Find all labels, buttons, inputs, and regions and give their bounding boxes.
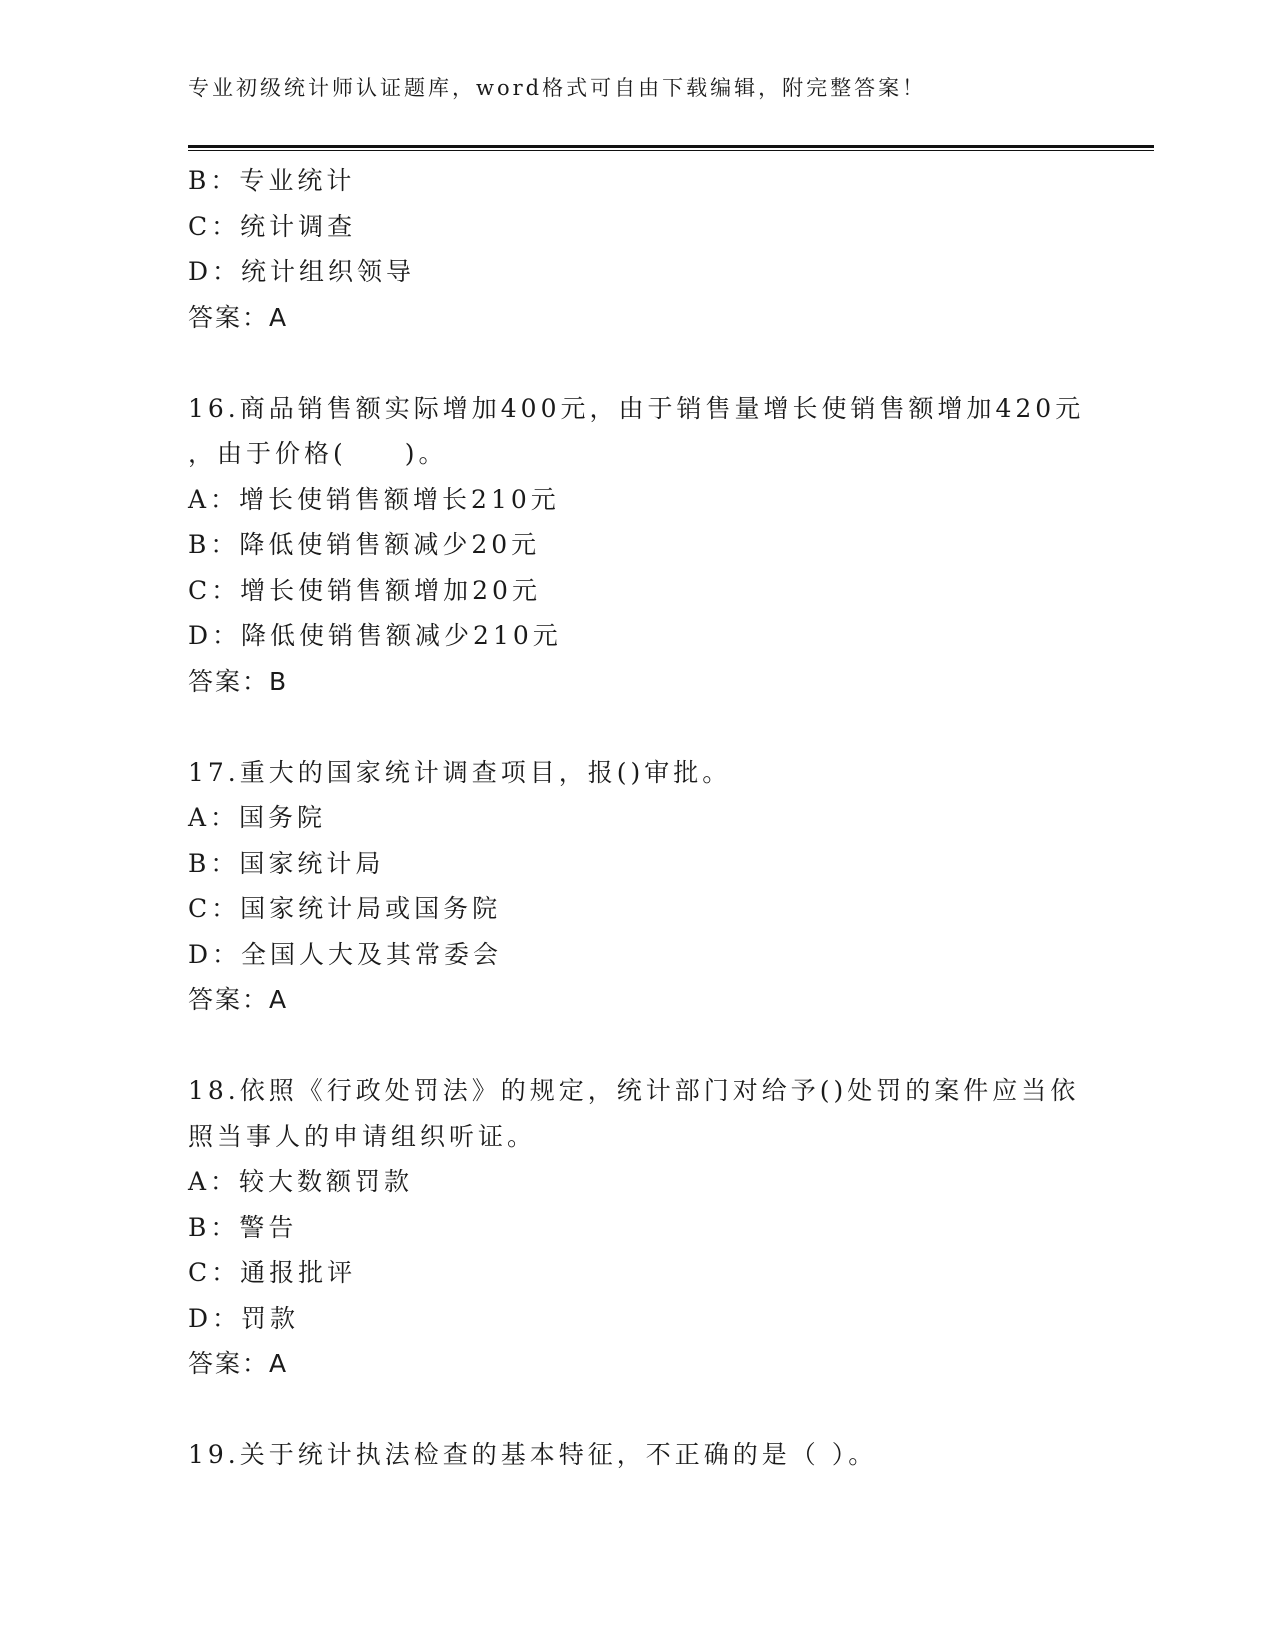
spacer: [188, 704, 1088, 750]
answer-line: 答案：A: [188, 302, 289, 332]
option-b: B：专业统计: [188, 166, 356, 195]
spacer: [188, 1387, 1088, 1433]
option-d: D：罚款: [188, 1303, 300, 1333]
option-d: D：降低使销售额减少210元: [188, 621, 562, 650]
answer-line: 答案：B: [188, 666, 289, 696]
spacer: [188, 1023, 1088, 1069]
option-c: C：统计调查: [188, 211, 357, 241]
option-a: A：增长使销售额增长210元: [188, 484, 560, 514]
document-body: [188, 158, 1088, 1478]
option-d: D：统计组织领导: [188, 257, 416, 286]
header-rule-thick: [188, 145, 1154, 148]
header-rule-thin: [188, 150, 1154, 151]
spacer: [188, 340, 1088, 386]
answer-line: 答案：A: [188, 985, 289, 1014]
option-c: C：国家统计局或国务院: [188, 894, 502, 923]
option-a: A：国务院: [188, 803, 327, 832]
question-stem: 19.关于统计执法检查的基本特征，不正确的是（ ）。: [188, 1440, 878, 1469]
option-c: C：通报批评: [188, 1258, 357, 1287]
question-stem-continued: 照当事人的申请组织听证。: [188, 1121, 537, 1151]
option-d: D：全国人大及其常委会: [188, 939, 503, 969]
option-c: C：增长使销售额增加20元: [188, 575, 541, 605]
question-stem: 17.重大的国家统计调查项目，报()审批。: [188, 757, 732, 787]
page-header: 专业初级统计师认证题库，word格式可自由下载编辑，附完整答案！: [188, 76, 927, 100]
option-b: B：降低使销售额减少20元: [188, 530, 541, 559]
question-stem: 16.商品销售额实际增加400元，由于销售量增长使销售额增加420元: [188, 393, 1085, 423]
question-stem-continued: ，由于价格( )。: [188, 439, 448, 468]
option-b: B：警告: [188, 1212, 298, 1242]
option-b: B：国家统计局: [188, 848, 385, 878]
answer-line: 答案：A: [188, 1349, 289, 1378]
question-stem: 18.依照《行政处罚法》的规定，统计部门对给予()处罚的案件应当依: [188, 1076, 1080, 1105]
option-a: A：较大数额罚款: [188, 1167, 414, 1196]
